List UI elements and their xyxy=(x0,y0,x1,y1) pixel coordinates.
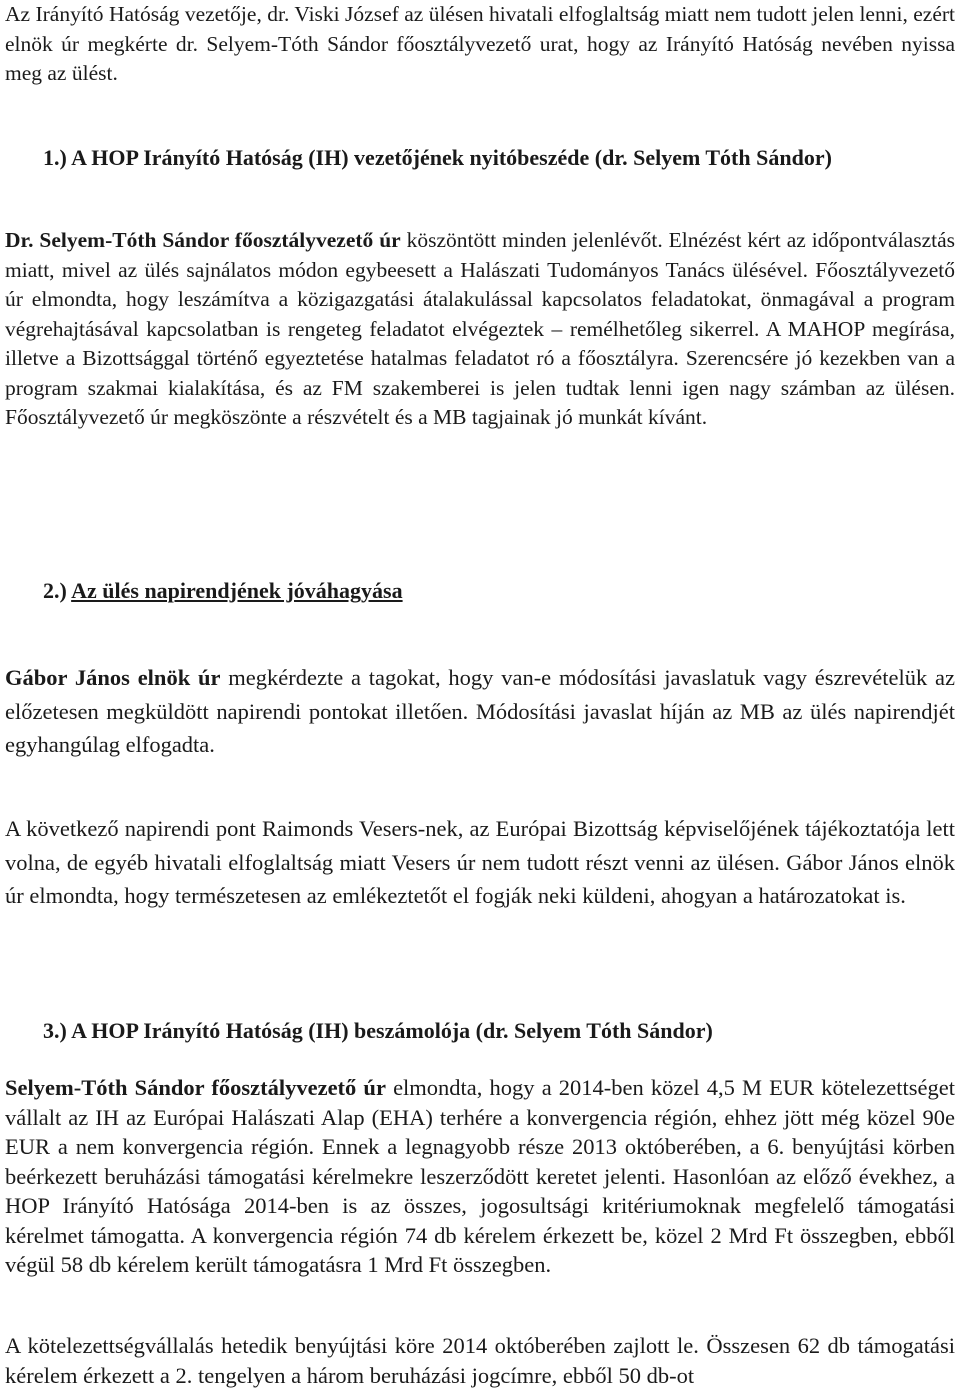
section-3-body: elmondta, hogy a 2014-ben közel 4,5 M EUR kötelezettséget vállalt az IH az Európai Halászati Alap (EHA) terhére a konvergencia régión, ehhez jött még közel 90e EUR a nem konvergencia régión. Ennek a legnagyobb része 2013 októberében, a 6. benyújtási körben beérkezett beruházási támogatási kérelmekre leszerződött keretet jelenti. Hasonlóan az előző évekhez, a HOP Irányító Hatósága 2014-ben is az összes, jogosultsági kritériumoknak megfelelő támogatási kérelmet támogatta. A konvergencia régión 74 db kérelem érkezett be, közel 2 Mrd Ft összegben, ebből végül 58 db kérelem került támogatásra 1 Mrd Ft összegben. xyxy=(5,1075,955,1277)
section-1-speaker: Dr. Selyem-Tóth Sándor főosztályvezető úr xyxy=(5,228,401,252)
section-2-body: megkérdezte a tagokat, hogy van-e módosítási javaslatuk vagy észrevételük az előzetesen megküldött napirendi pontokat illetően. Módosítási javaslat híján az MB az ülés napirendjét egyhangúlag elfogadta. xyxy=(5,665,955,757)
section-2-paragraph xyxy=(5,661,955,762)
section-1-body: köszöntött minden jelenlévőt. Elnézést kért az időpontválasztás miatt, mivel az ülés sajnálatos módon egybeesett a Halászati Tudományos Tanács ülésével. Főosztályvezető úr elmondta, hogy leszámítva a közigazgatási átalakulással kapcsolatos feladatokat, önmagával a program végrehajtásával kapcsolatban is rengeteg feladatot elvégeztek – remélhetőleg sikerrel. A MAHOP megírása, illetve a Bizottsággal történő egyeztetése hatalmas feladatot ró a főosztályra. Szerencsére jó kezekben van a program szakmai kialakítása, és az FM szakemberei is jelen tudtak lenni igen nagy számban az ülésen. Főosztályvezető úr megköszönte a részvételt és a MB tagjainak jó munkát kívánt. xyxy=(5,228,956,429)
section-3-heading xyxy=(43,1014,943,1047)
section-3-speaker: Selyem-Tóth Sándor főosztályvezető úr xyxy=(5,1075,386,1100)
section-2-heading-number: 2.) xyxy=(43,578,67,603)
section-2-speaker: Gábor János elnök úr xyxy=(5,665,221,690)
section-3-paragraph xyxy=(5,1073,955,1280)
section-1-paragraph xyxy=(5,226,955,433)
section-1-heading-text: 1.) A HOP Irányító Hatóság (IH) vezetőjének nyitóbeszéde (dr. Selyem Tóth Sándor) xyxy=(43,145,832,170)
section-2-heading xyxy=(43,574,943,607)
section-1-heading xyxy=(43,141,883,174)
intro-paragraph: Az Irányító Hatóság vezetője, dr. Viski József az ülésen hivatali elfoglaltság miatt nem tudott jelen lenni, ezért elnök úr megkérte dr. Selyem-Tóth Sándor főosztályvezető urat, hogy az Irányító Hatóság nevében nyissa meg az ülést. xyxy=(5,2,955,85)
section-3-heading-text: 3.) A HOP Irányító Hatóság (IH) beszámolója (dr. Selyem Tóth Sándor) xyxy=(43,1018,713,1043)
section-2-heading-text: Az ülés napirendjének jóváhagyása xyxy=(71,578,403,603)
section-2-paragraph-2: A következő napirendi pont Raimonds Vesers-nek, az Európai Bizottság képviselőjének tájékoztatója lett volna, de egyéb hivatali elfoglaltság miatt Vesers úr nem tudott részt venni az ülésen. Gábor János elnök úr elmondta, hogy természetesen az emlékeztetőt el fogják neki küldeni, ahogyan a határozatokat is. xyxy=(5,816,955,908)
section-3-paragraph-2: A kötelezettségvállalás hetedik benyújtási köre 2014 októberében zajlott le. Összesen 62 db támogatási kérelem érkezett a 2. tengelyen a három beruházási jogcímre, ebből 50 db-ot xyxy=(5,1333,955,1388)
